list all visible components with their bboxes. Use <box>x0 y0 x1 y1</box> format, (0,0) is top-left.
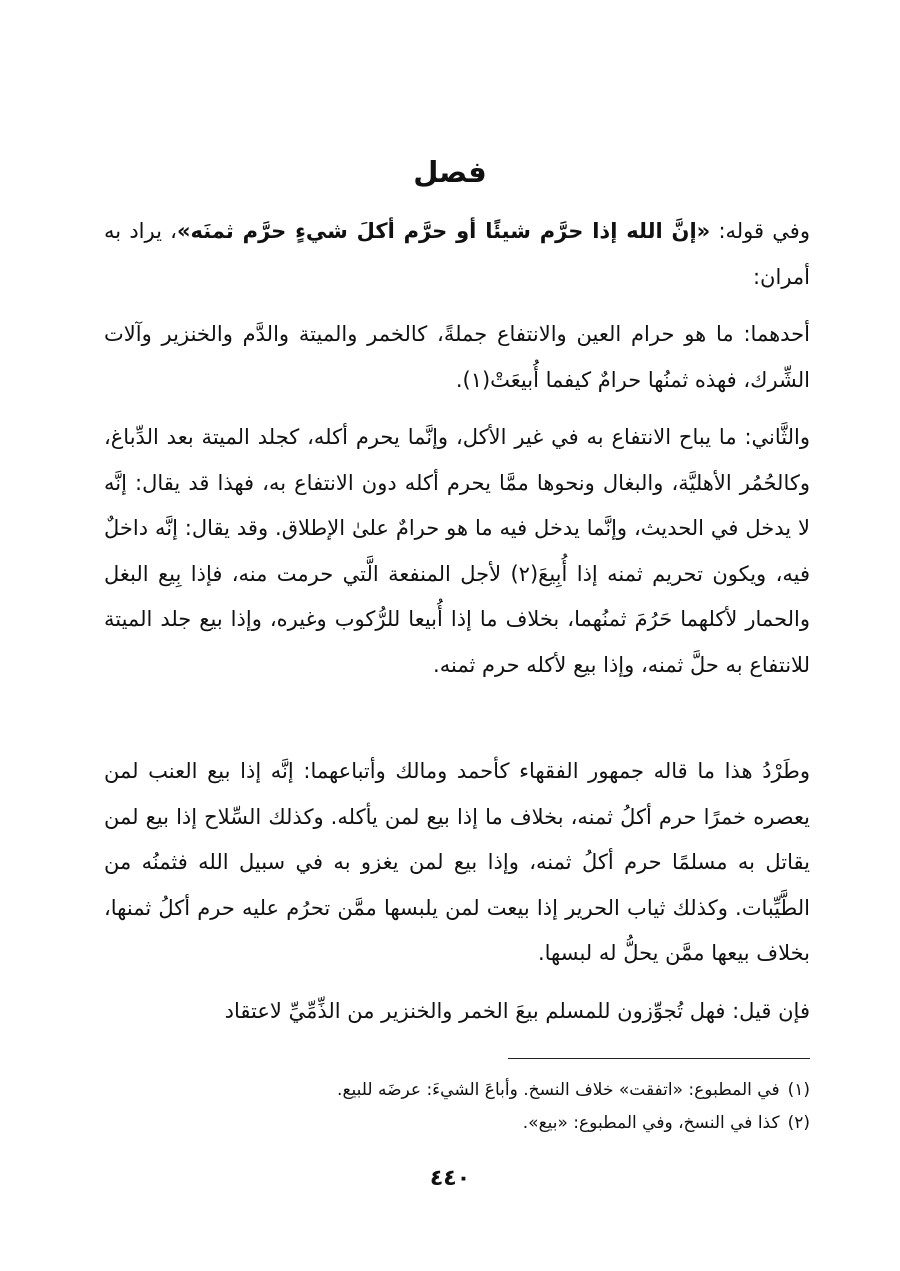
paragraph-3 <box>104 415 810 688</box>
paragraph-5 <box>104 989 810 1035</box>
paragraph-2 <box>104 312 810 403</box>
paragraph-3-text: والثَّاني: ما يباح الانتفاع به في غير الأكل، وإنَّما يحرم أكله، كجلد الميتة بعد الدِّباغ، وكالحُمُر الأهليَّة، والبغال ونحوها ممَّا يحرم أكله دون الانتفاع به، فهذا قد يقال: إنَّه لا يدخل في الحديث، وإنَّما يدخل فيه ما هو حرامٌ علىٰ الإطلاق. وقد يقال: إنَّه داخلٌ فيه، ويكون تحريم ثمنه إذا أُبِيعَ(٢) لأجل المنفعة الَّتي حرمت منه، فإذا بِيع البغل والحمار لأكلهما حَرُمَ ثمنُهما، بخلاف ما إذا أُبيعا للرُّكوب وغيره، وإذا بيع جلد الميتة للانتفاع به حلَّ ثمنه، وإذا بيع لأكله حرم ثمنه. <box>104 425 810 677</box>
footnote-1 <box>104 1074 810 1107</box>
paragraph-2-text: أحدهما: ما هو حرام العين والانتفاع جملةً، كالخمر والميتة والدَّم والخنزير وآلات الشِّرك، فهذه ثمنُها حرامٌ كيفما أُبيعَتْ(١). <box>104 322 810 392</box>
footnote-1-text: في المطبوع: «اتفقت» خلاف النسخ. وأباعَ الشيءَ: عرضَه للبيع. <box>337 1080 780 1100</box>
paragraph-4-text: وطَرْدُ هذا ما قاله جمهور الفقهاء كأحمد ومالك وأتباعهما: إنَّه إذا بيع العنب لمن يعصره خمرًا حرم أكلُ ثمنه، بخلاف ما إذا بيع لمن يأكله. وكذلك السِّلاح إذا بيع لمن يقاتل به مسلمًا حرم أكلُ ثمنه، وإذا بيع لمن يغزو به في سبيل الله فثمنُه من الطَّيِّبات. وكذلك ثياب الحرير إذا بيعت لمن يلبسها ممَّن تحرُم عليه حرم أكلُ ثمنها، بخلاف بيعها ممَّن يحلُّ له لبسها. <box>104 759 810 965</box>
footnotes <box>104 1074 810 1140</box>
hadith-quote: «إنَّ الله إذا حرَّم شيئًا أو حرَّم أكلَ شيءٍ حرَّم ثمنَه» <box>176 219 711 243</box>
footnote-2 <box>104 1107 810 1140</box>
footnote-divider <box>508 1058 810 1059</box>
paragraph-1-tail: ، يراد به أمران: <box>104 219 810 289</box>
paragraph-1-lead: وفي قوله: <box>710 219 810 243</box>
paragraph-1 <box>104 209 810 300</box>
section-heading: فصل <box>413 155 487 189</box>
paragraph-4 <box>104 749 810 977</box>
footnote-2-text: كذا في النسخ، وفي المطبوع: «بيع». <box>522 1113 780 1133</box>
footnote-1-number: (١) <box>787 1080 810 1100</box>
page-number: ٤٤٠ <box>429 1166 471 1191</box>
paragraph-5-text: فإن قيل: فهل تُجوِّزون للمسلم بيعَ الخمر والخنزير من الذِّمِّيِّ لاعتقاد <box>224 999 810 1023</box>
footnote-2-number: (٢) <box>787 1113 810 1133</box>
